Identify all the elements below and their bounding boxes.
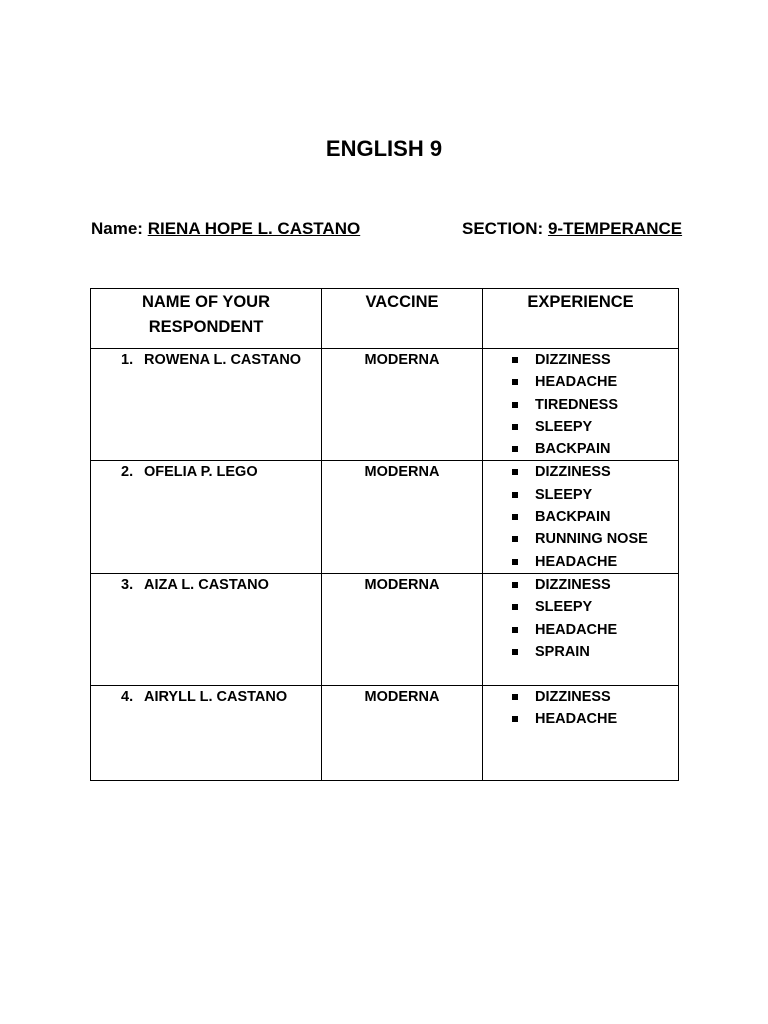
header-respondent: NAME OF YOUR RESPONDENT [91, 289, 322, 349]
header-vaccine: VACCINE [322, 289, 483, 349]
section-label: SECTION: [462, 219, 544, 238]
experience-item: TIREDNESS [512, 394, 678, 416]
square-bullet-icon [512, 492, 518, 498]
experience-item: DIZZINESS [512, 349, 678, 371]
respondent-name: OFELIA P. LEGO [144, 464, 258, 481]
name-label: Name: [91, 219, 143, 238]
square-bullet-icon [512, 402, 518, 408]
header-experience: EXPERIENCE [483, 289, 679, 349]
experience-item: BACKPAIN [512, 506, 678, 528]
respondent-name: AIRYLL L. CASTANO [144, 688, 288, 705]
square-bullet-icon [512, 694, 518, 700]
experience-list [483, 574, 678, 663]
experience-cell [483, 685, 679, 780]
experience-item: SLEEPY [512, 596, 678, 618]
respondent-cell: 1. ROWENA L. CASTANO [91, 349, 322, 461]
experience-cell [483, 573, 679, 685]
square-bullet-icon [512, 379, 518, 385]
experience-list [483, 349, 678, 460]
experience-item: HEADACHE [512, 371, 678, 393]
experience-item: DIZZINESS [512, 574, 678, 596]
experience-item: DIZZINESS [512, 686, 678, 708]
experience-item: SLEEPY [512, 484, 678, 506]
experience-item: HEADACHE [512, 619, 678, 641]
respondents-table [90, 288, 679, 781]
experience-list [483, 461, 678, 572]
square-bullet-icon [512, 582, 518, 588]
table-row [91, 349, 679, 461]
square-bullet-icon [512, 446, 518, 452]
square-bullet-icon [512, 514, 518, 520]
student-section [462, 219, 682, 239]
student-name [91, 219, 360, 239]
respondent-cell: 2. OFELIA P. LEGO [91, 461, 322, 573]
experience-cell [483, 349, 679, 461]
square-bullet-icon [512, 536, 518, 542]
section-value: 9-TEMPERANCE [547, 219, 683, 238]
experience-item: HEADACHE [512, 708, 678, 730]
vaccine-cell: MODERNA [322, 349, 483, 461]
table-header-row [91, 289, 679, 349]
experience-item: RUNNING NOSE [512, 528, 678, 550]
page-title: ENGLISH 9 [325, 136, 443, 161]
respondent-cell: 4. AIRYLL L. CASTANO [91, 685, 322, 780]
experience-list [483, 686, 678, 731]
table-row [91, 461, 679, 573]
respondent-cell: 3. AIZA L. CASTANO [91, 573, 322, 685]
experience-item: DIZZINESS [512, 461, 678, 483]
experience-cell [483, 461, 679, 573]
respondent-name: AIZA L. CASTANO [144, 576, 269, 593]
table-row [91, 573, 679, 685]
square-bullet-icon [512, 604, 518, 610]
table-row [91, 685, 679, 780]
square-bullet-icon [512, 357, 518, 363]
vaccine-cell: MODERNA [322, 573, 483, 685]
square-bullet-icon [512, 424, 518, 430]
experience-item: BACKPAIN [512, 438, 678, 460]
square-bullet-icon [512, 649, 518, 655]
experience-item: HEADACHE [512, 551, 678, 573]
square-bullet-icon [512, 469, 518, 475]
square-bullet-icon [512, 627, 518, 633]
vaccine-cell: MODERNA [322, 685, 483, 780]
experience-item: SLEEPY [512, 416, 678, 438]
square-bullet-icon [512, 716, 518, 722]
square-bullet-icon [512, 559, 518, 565]
vaccine-cell: MODERNA [322, 461, 483, 573]
name-value: RIENA HOPE L. CASTANO [147, 219, 361, 238]
respondent-name: ROWENA L. CASTANO [144, 352, 302, 368]
experience-item: SPRAIN [512, 641, 678, 663]
